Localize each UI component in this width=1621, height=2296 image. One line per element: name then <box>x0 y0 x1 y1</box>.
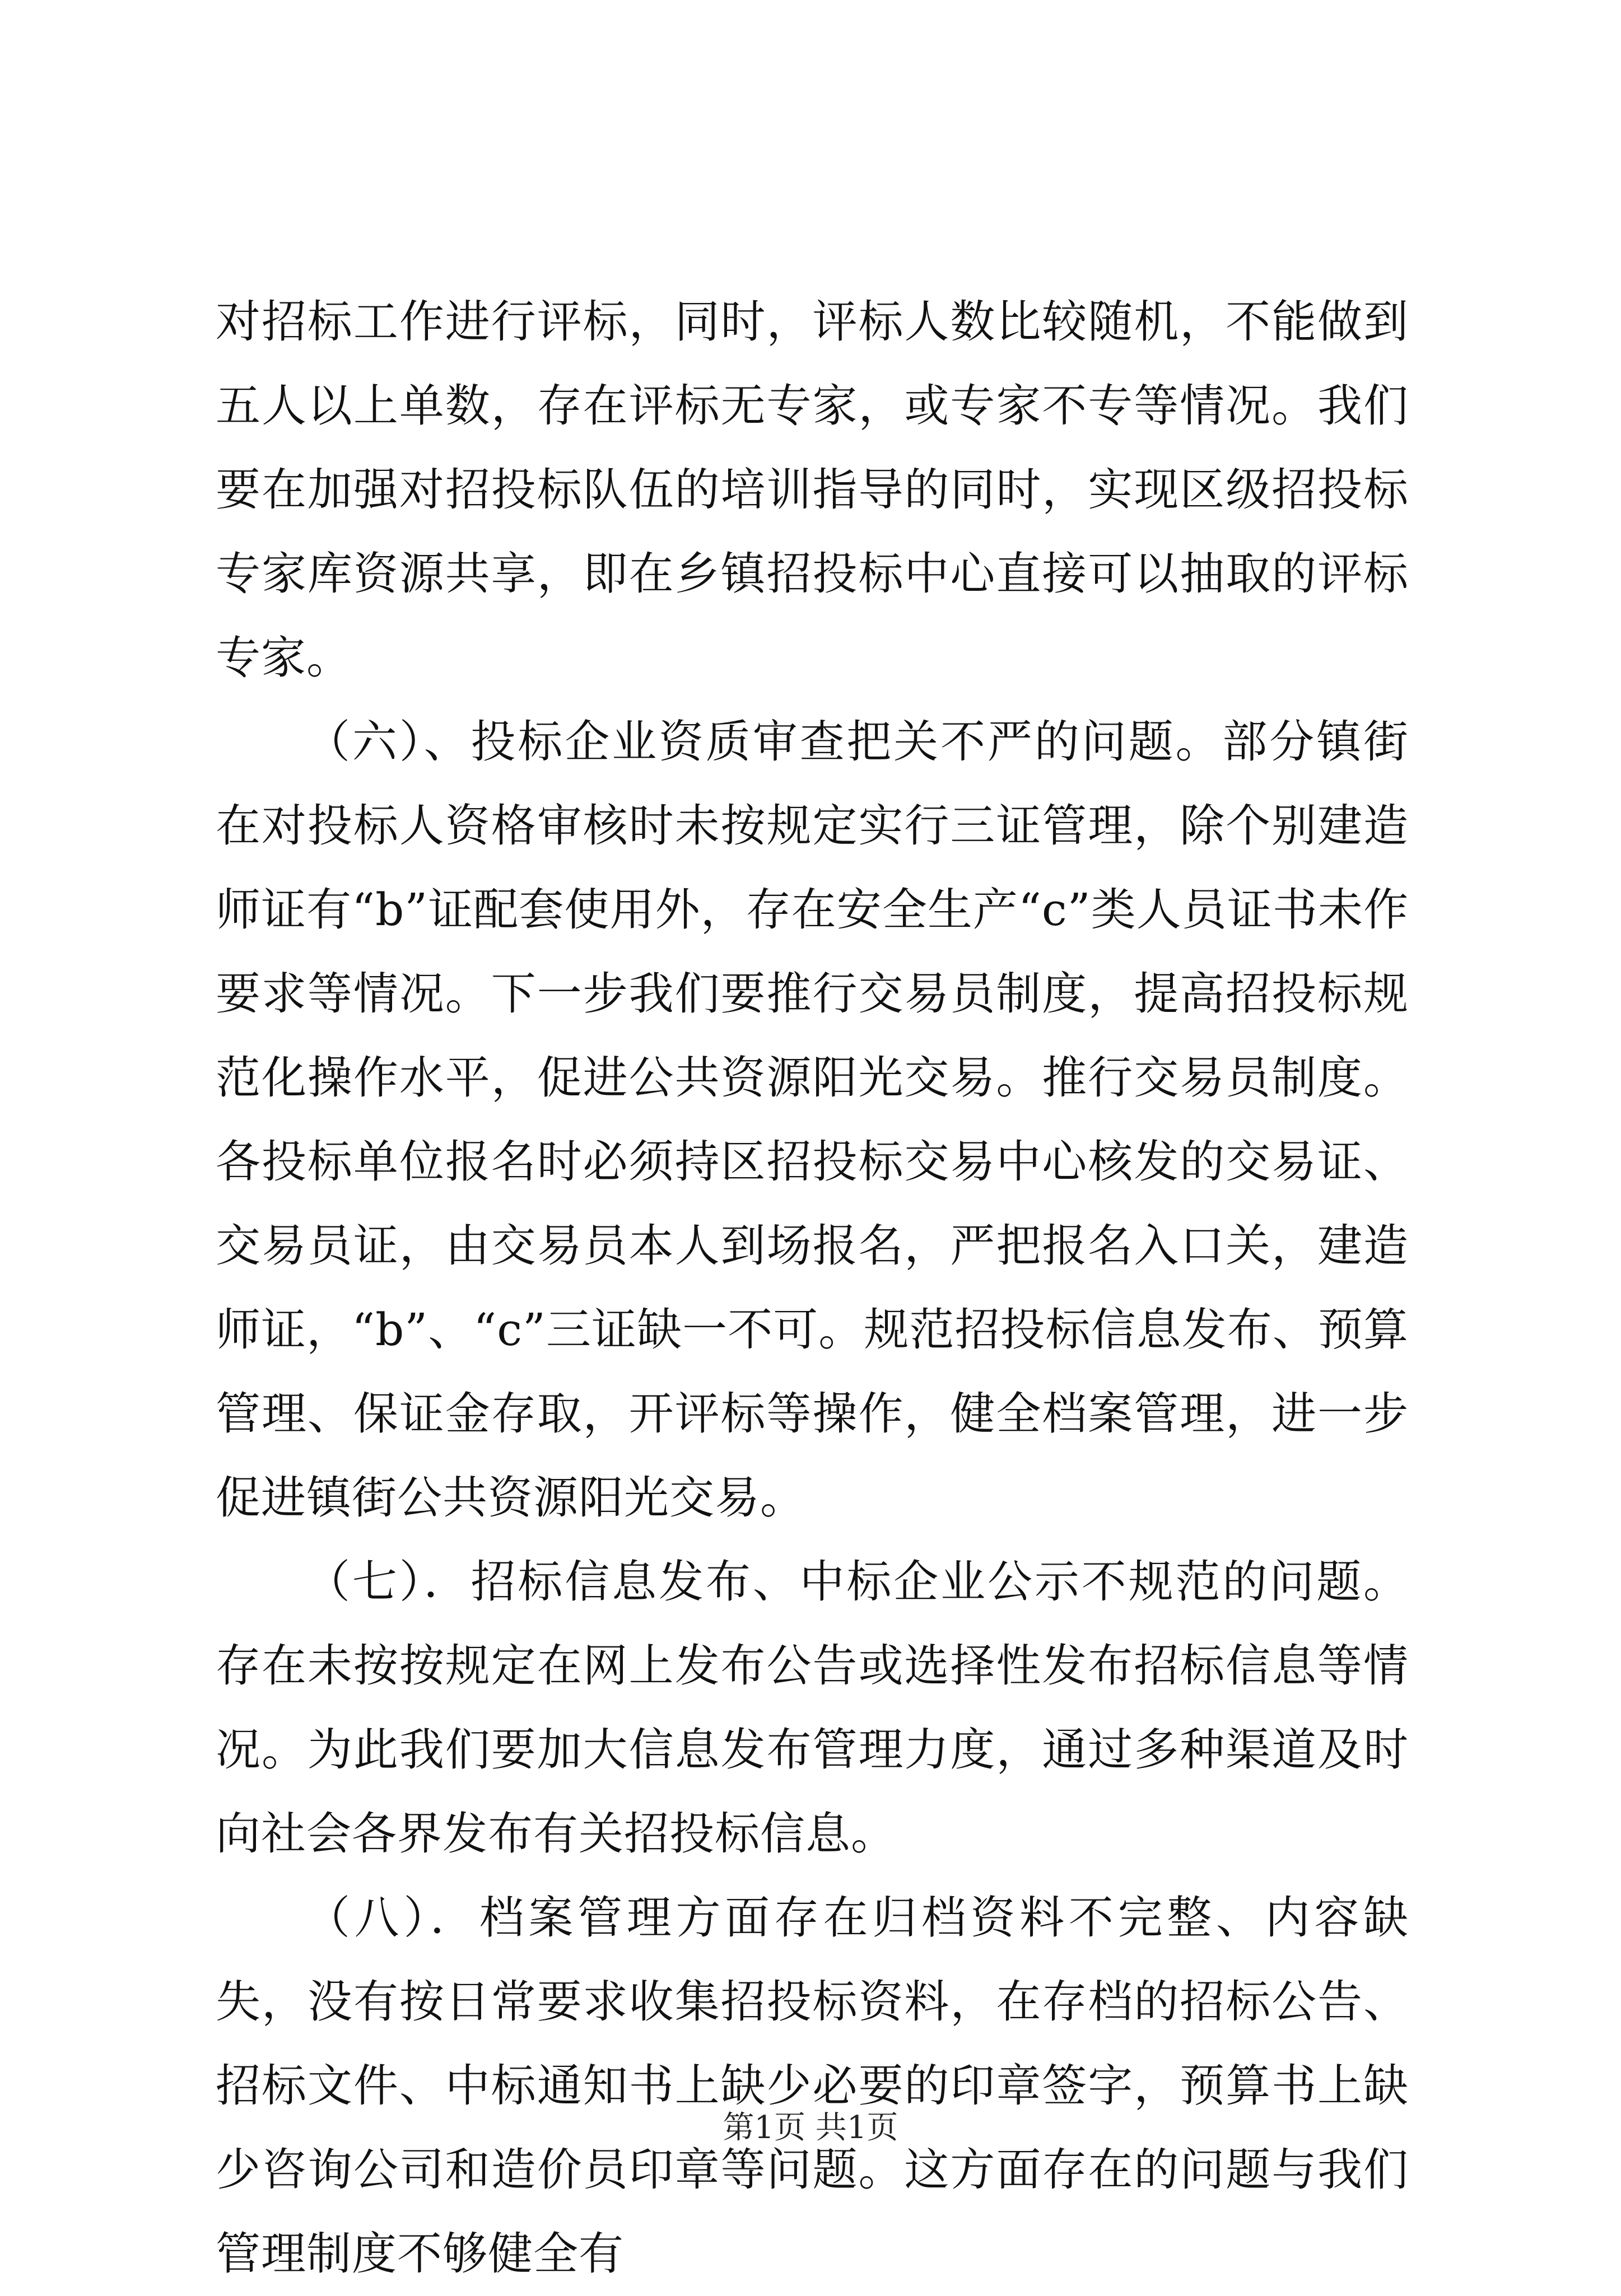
paragraph-continued: 对招标工作进行评标，同时，评标人数比较随机，不能做到五人以上单数，存在评标无专家，或专家不专等情况。我们要在加强对招投标队伍的培训指导的同时，实现区级招投标专家库资源共享，即在乡镇招投标中心直接可以抽取的评标专家。 <box>216 296 1409 684</box>
paragraph-section-six: （六）、投标企业资质审查把关不严的问题。部分镇街在对投标人资格审核时未按规定实行三证管理，除个别建造师证有“b”证配套使用外，存在安全生产“c”类人员证书未作要求等情况。下一步我们要推行交易员制度，提高招投标规范化操作水平，促进公共资源阳光交易。推行交易员制度。各投标单位报名时必须持区招投标交易中心核发的交易证、交易员证，由交易员本人到场报名，严把报名入口关，建造师证，“b”、“c”三证缺一不可。规范招投标信息发布、预算管理、保证金存取，开评标等操作，健全档案管理，进一步促进镇街公共资源阳光交易。 <box>216 716 1409 1524</box>
paragraph-section-eight: （八）．档案管理方面存在归档资料不完整、内容缺失，没有按日常要求收集招投标资料，在存档的招标公告、招标文件、中标通知书上缺少必要的印章签字，预算书上缺少咨询公司和造价员印章等问题。这方面存在的问题与我们管理制度不够健全有 <box>216 1892 1409 2280</box>
paragraph-section-seven: （七）．招标信息发布、中标企业公示不规范的问题。存在未按按规定在网上发布公告或选择性发布招标信息等情况。为此我们要加大信息发布管理力度，通过多种渠道及时向社会各界发布有关招投标信息。 <box>216 1556 1409 1860</box>
page-footer: 第1页 共1页 <box>723 2110 898 2146</box>
document-body <box>216 280 1409 2296</box>
